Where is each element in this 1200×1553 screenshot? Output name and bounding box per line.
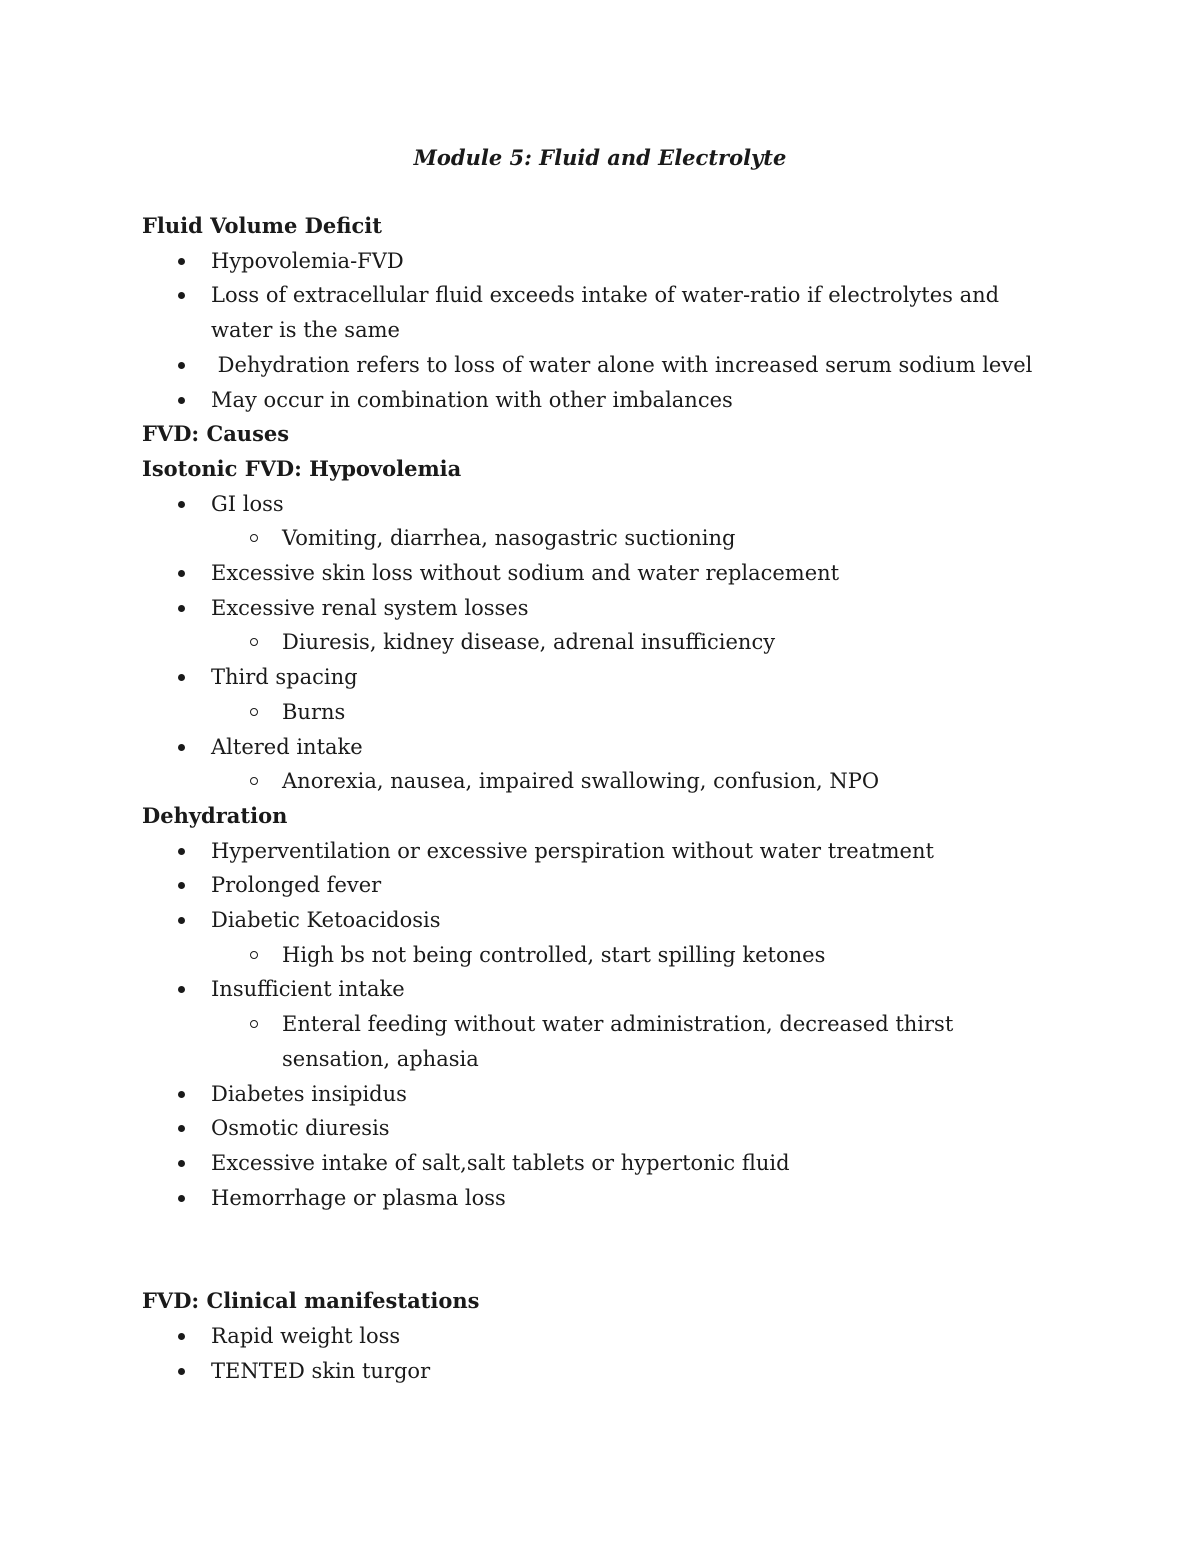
sub-list-item: High bs not being controlled, start spilling ketones	[142, 938, 1082, 973]
list-item: Excessive skin loss without sodium and water replacement	[142, 556, 1082, 591]
list-item: TENTED skin turgor	[142, 1354, 1082, 1389]
list-item: Insufficient intake	[142, 972, 1082, 1007]
page-title: Module 5: Fluid and Electrolyte	[413, 145, 787, 170]
sub-list-item: Diuresis, kidney disease, adrenal insufficiency	[142, 625, 1082, 660]
list-item-continuation: water is the same	[211, 318, 400, 343]
section-heading-dehydration: Dehydration	[142, 802, 288, 828]
sub-list-item-continuation: sensation, aphasia	[282, 1046, 479, 1071]
list-item: Rapid weight loss	[142, 1319, 1082, 1354]
list-item: Excessive renal system losses	[142, 591, 1082, 626]
list-item: Hypovolemia-FVD	[142, 244, 1082, 279]
blank-space	[142, 1215, 1082, 1284]
list-item: Excessive intake of salt,salt tablets or hypertonic fluid	[142, 1146, 1082, 1181]
list-item: Altered intake	[142, 730, 1082, 765]
list-item: Prolonged fever	[142, 868, 1082, 903]
sub-list-item: Burns	[142, 695, 1082, 730]
list-item: May occur in combination with other imbalances	[142, 383, 1082, 418]
list-item: Hyperventilation or excessive perspiration without water treatment	[142, 834, 1082, 869]
sub-list-item: Vomiting, diarrhea, nasogastric suctioning	[142, 521, 1082, 556]
sub-list-item: Enteral feeding without water administration, decreased thirst	[142, 1007, 1082, 1042]
list-item: Dehydration refers to loss of water alone with increased serum sodium level	[142, 348, 1082, 383]
sub-list-item: Anorexia, nausea, impaired swallowing, confusion, NPO	[142, 764, 1082, 799]
list-item: Third spacing	[142, 660, 1082, 695]
list-item: Loss of extracellular fluid exceeds intake of water-ratio if electrolytes and	[142, 278, 1082, 313]
document-body	[142, 209, 1082, 1389]
list-item: Osmotic diuresis	[142, 1111, 1082, 1146]
section-heading-fvd-causes: FVD: Causes	[142, 421, 290, 447]
section-heading-clinical-manifestations: FVD: Clinical manifestations	[142, 1288, 480, 1314]
list-item: GI loss	[142, 487, 1082, 522]
section-heading-isotonic-fvd: Isotonic FVD: Hypovolemia	[142, 455, 462, 481]
list-item: Diabetic Ketoacidosis	[142, 903, 1082, 938]
list-item: Hemorrhage or plasma loss	[142, 1181, 1082, 1216]
list-item: Diabetes insipidus	[142, 1077, 1082, 1112]
section-heading-fluid-volume-deficit: Fluid Volume Deficit	[142, 213, 382, 238]
